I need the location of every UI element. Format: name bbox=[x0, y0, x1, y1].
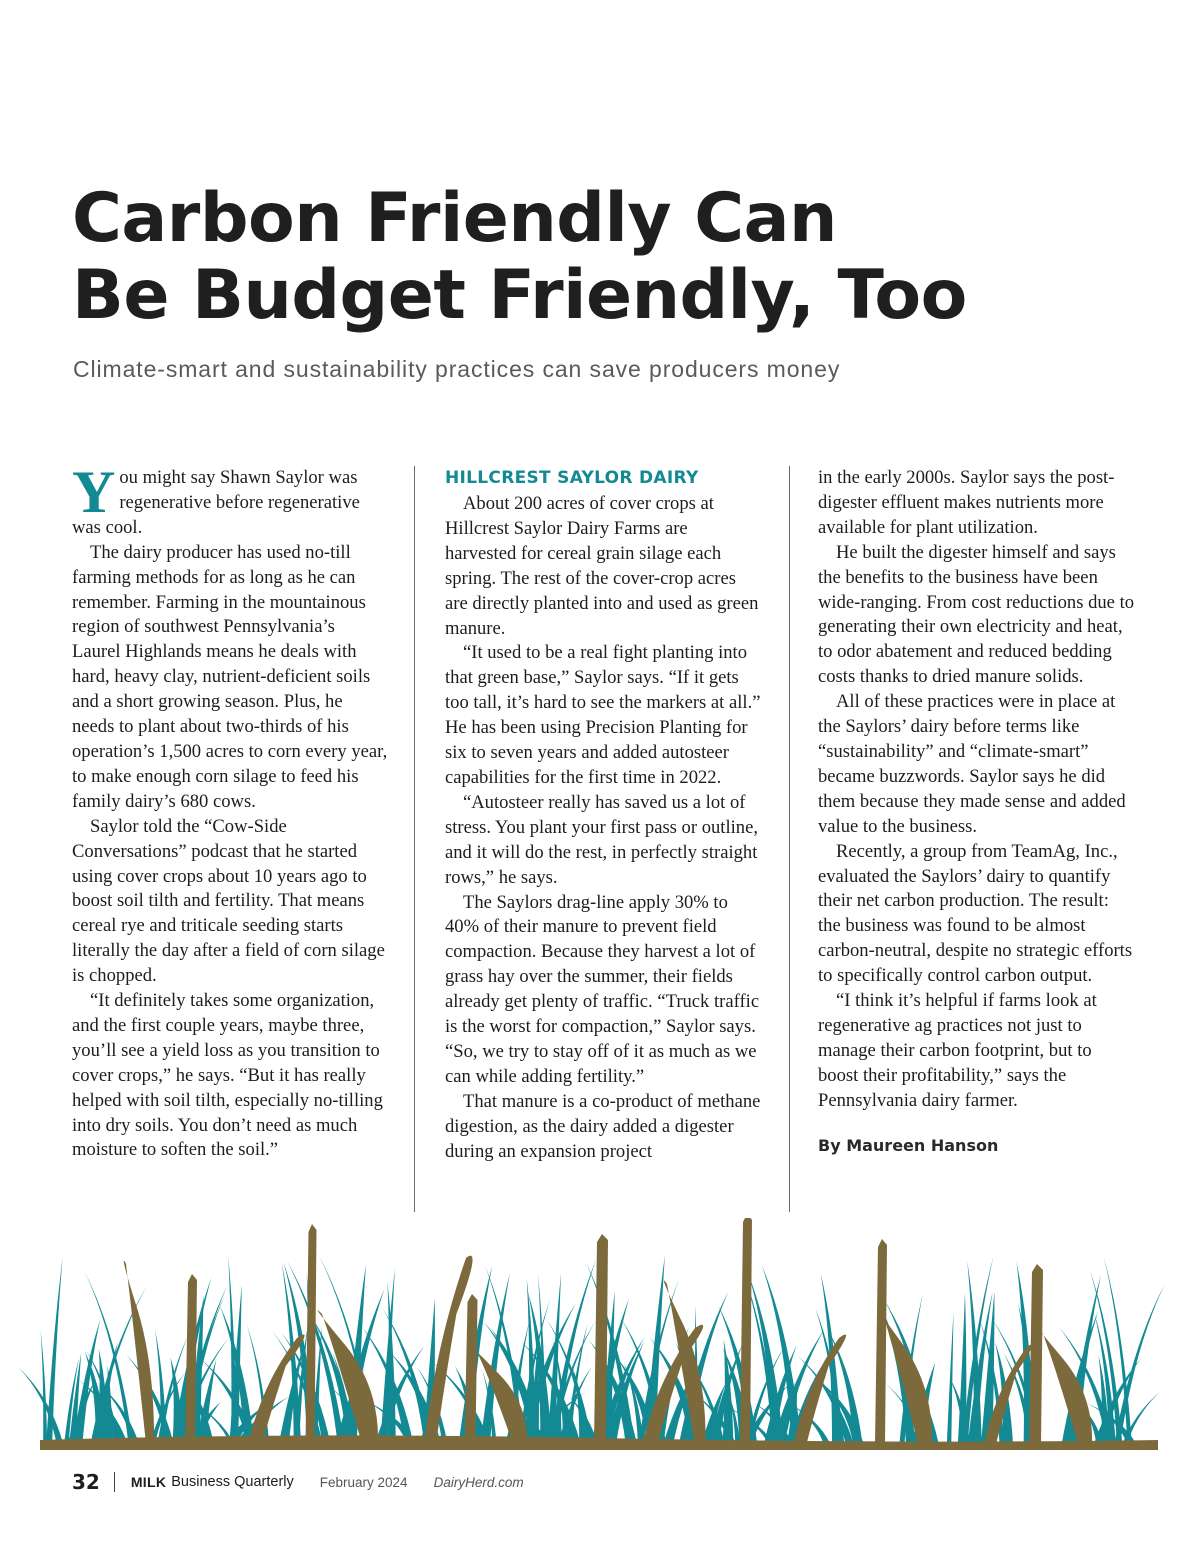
grass-stalks-illustration bbox=[0, 1218, 1200, 1458]
stalk-shape bbox=[875, 1239, 887, 1444]
grass-blade bbox=[41, 1331, 48, 1444]
paragraph: in the early 2000s. Saylor says the post-digester effluent makes nutrients more available for plant utilization. bbox=[818, 467, 1115, 538]
stalk-shape bbox=[185, 1274, 197, 1444]
paragraph: Saylor told the “Cow-Side Conversations” podcast that he started using cover crops about 10 years ago to boost soil tilth and fertility. That means cereal rye and triticale seeding starts literally the day after a field of corn silage is chopped. bbox=[72, 815, 385, 987]
stalk-shape bbox=[594, 1234, 608, 1444]
magazine-brand: MILK bbox=[130, 1474, 167, 1490]
title-line-1: Carbon Friendly Can bbox=[72, 179, 837, 258]
column-divider bbox=[414, 466, 415, 1212]
paragraph: About 200 acres of cover crops at Hillcrest Saylor Dairy Farms are harvested for cereal grain silage each spring. The rest of the cover-crop acres are directly planted into and used as green manure. bbox=[445, 493, 759, 639]
stalk-shape bbox=[1029, 1264, 1043, 1444]
page-footer bbox=[72, 1468, 524, 1496]
title-line-2: Be Budget Friendly, Too bbox=[72, 256, 967, 335]
drop-cap: Y bbox=[72, 459, 116, 525]
byline: By Maureen Hanson bbox=[818, 1135, 999, 1155]
paragraph: The dairy producer has used no-till farming methods for as long as he can remember. Farming in the mountainous region of southwest Pennsylvania’s Laurel Highlands means he deals with hard, heavy clay, nutrient-deficient soils and a short growing season. Plus, he needs to plant about two-thirds of his operation’s 1,500 acres to corn every year, to make enough corn silage to feed his family dairy’s 680 cows. bbox=[72, 541, 388, 812]
article-column-3 bbox=[818, 466, 1136, 1158]
paragraph: “It definitely takes some organization, and the first couple years, maybe three, you’ll see a yield loss as you transition to cover crops,” he says. “But it has really helped with soil tilth, especially no-tilling into dry soils. You don’t need as much moisture to soften the soil.” bbox=[72, 990, 383, 1161]
article-subtitle: Climate-smart and sustainability practices can save producers money bbox=[73, 356, 841, 382]
paragraph: “It used to be a real fight planting into that green base,” Saylor says. “If it gets too tall, it’s hard to see the markers at all.” He has been using Precision Planting for six to seven years and added autosteer capabilities for the first time in 2022. bbox=[445, 642, 761, 788]
footer-divider bbox=[114, 1472, 115, 1492]
publication-name: Business Quarterly bbox=[171, 1474, 294, 1490]
article-column-2 bbox=[445, 466, 763, 1164]
paragraph: The Saylors drag-line apply 30% to 40% of their manure to prevent field compaction. Because they harvest a lot of grass hay over the summer, their fields already get plenty of traffic. “Truck traffic is the worst for compaction,” Saylor says. “So, we try to stay off of it as much as we can while adding fertility.” bbox=[445, 891, 760, 1087]
stalk-shape bbox=[740, 1218, 752, 1444]
stalk-shape bbox=[465, 1294, 478, 1444]
section-heading: HILLCREST SAYLOR DAIRY bbox=[445, 468, 699, 488]
paragraph-text: ou might say Shawn Saylor was regenerative before regenerative was cool. bbox=[72, 467, 360, 538]
paragraph: Recently, a group from TeamAg, Inc., evaluated the Saylors’ dairy to quantify their net carbon production. The result: the business was found to be almost carbon-neutral, despite no strategic efforts to specifically control carbon output. bbox=[818, 840, 1133, 987]
page-number: 32 bbox=[72, 1470, 100, 1494]
article-column-1 bbox=[72, 459, 388, 1163]
paragraph: “Autosteer really has saved us a lot of stress. You plant your first pass or outline, and it will do the rest, in perfectly straight rows,” he says. bbox=[445, 791, 758, 888]
paragraph: He built the digester himself and says the benefits to the business have been wide-ranging. From cost reductions due to generating their own electricity and heat, to odor abatement and reduced bedding costs thanks to dried manure solids. bbox=[818, 541, 1135, 688]
website-link[interactable]: DairyHerd.com bbox=[433, 1474, 524, 1490]
paragraph: “I think it’s helpful if farms look at regenerative ag practices not just to manage their carbon footprint, but to boost their profitability,” says the Pennsylvania dairy farmer. bbox=[818, 990, 1097, 1111]
issue-date: February 2024 bbox=[319, 1474, 408, 1490]
grass-blade bbox=[947, 1312, 954, 1444]
grass-blade bbox=[18, 1367, 63, 1444]
column-divider bbox=[789, 466, 790, 1212]
paragraph: That manure is a co-product of methane digestion, as the dairy added a digester during an expansion project bbox=[445, 1090, 761, 1162]
paragraph bbox=[72, 459, 388, 541]
grass-blade bbox=[46, 1257, 62, 1444]
paragraph: All of these practices were in place at the Saylors’ dairy before terms like “sustainability” and “climate-smart” became buzzwords. Saylor says he did them because they made sense and added value to the business. bbox=[818, 691, 1126, 837]
article-title bbox=[72, 180, 967, 334]
